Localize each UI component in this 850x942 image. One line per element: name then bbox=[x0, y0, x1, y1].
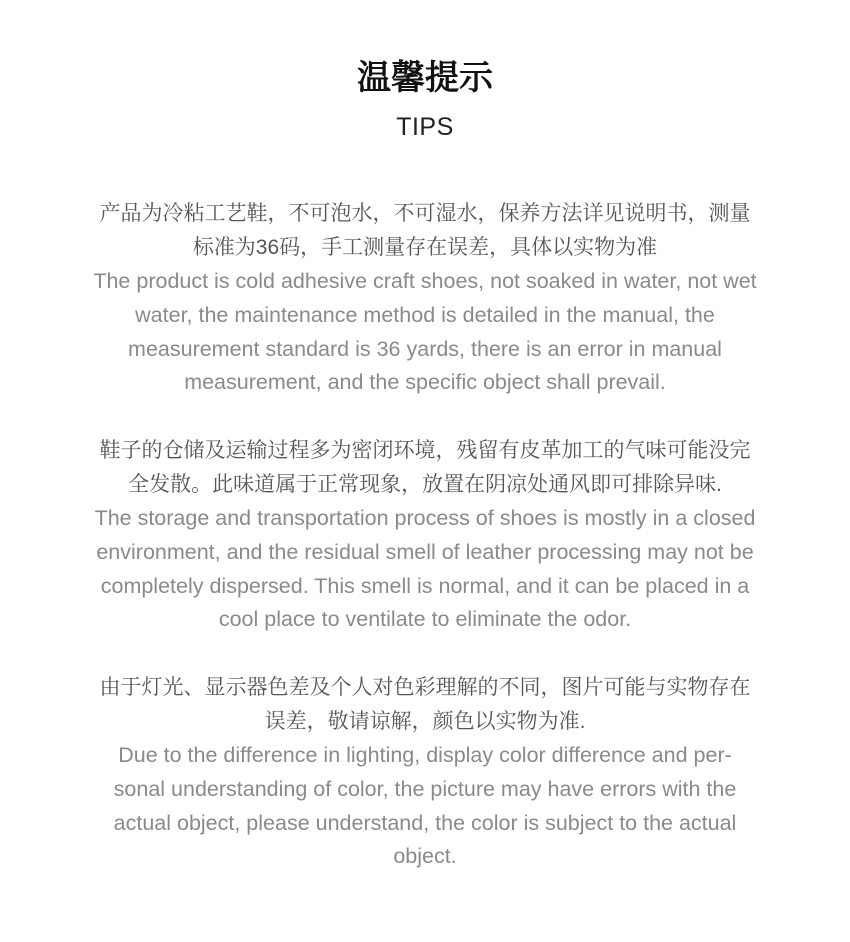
page-title: 温馨提示 bbox=[357, 59, 493, 97]
tip-3-chinese-text: 由于灯光、显示器色差及个人对色彩理解的不同，图片可能与实物存在误差，敬请谅解，颜色以实物为准. bbox=[99, 676, 751, 733]
tip-2-english-text: The storage and transportation process of shoes is mostly in a closed environment, and the residual smell of leather processing may not be completely dispersed. This smell is normal, and it can be placed in a cool place to ventilate to eliminate the odor. bbox=[94, 506, 756, 632]
tip-1-chinese-text: 产品为冷粘工艺鞋，不可泡水，不可湿水，保养方法详见说明书，测量标准为36码，手工测量存在误差，具体以实物为准 bbox=[99, 202, 751, 259]
tip-2-chinese-text: 鞋子的仓储及运输过程多为密闭环境，残留有皮革加工的气味可能没完全发散。此味道属于正常现象，放置在阴凉处通风即可排除异味. bbox=[99, 439, 751, 496]
tip-block-1 bbox=[92, 197, 758, 400]
tip-block-3 bbox=[92, 671, 758, 874]
tip-block-2 bbox=[92, 434, 758, 637]
tip-3-english-text: Due to the difference in lighting, display color difference and per- sonal understanding of color, the picture may have errors with the actual object, please understand, the color is subject to the actual object. bbox=[113, 743, 737, 869]
tip-1-english-text: The product is cold adhesive craft shoes, not soaked in water, not wet water, the maintenance method is detailed in the manual, the measurement standard is 36 yards, there is an error in manual measurement, and the specific object shall prevail. bbox=[93, 269, 757, 395]
page-subtitle: TIPS bbox=[396, 113, 454, 141]
